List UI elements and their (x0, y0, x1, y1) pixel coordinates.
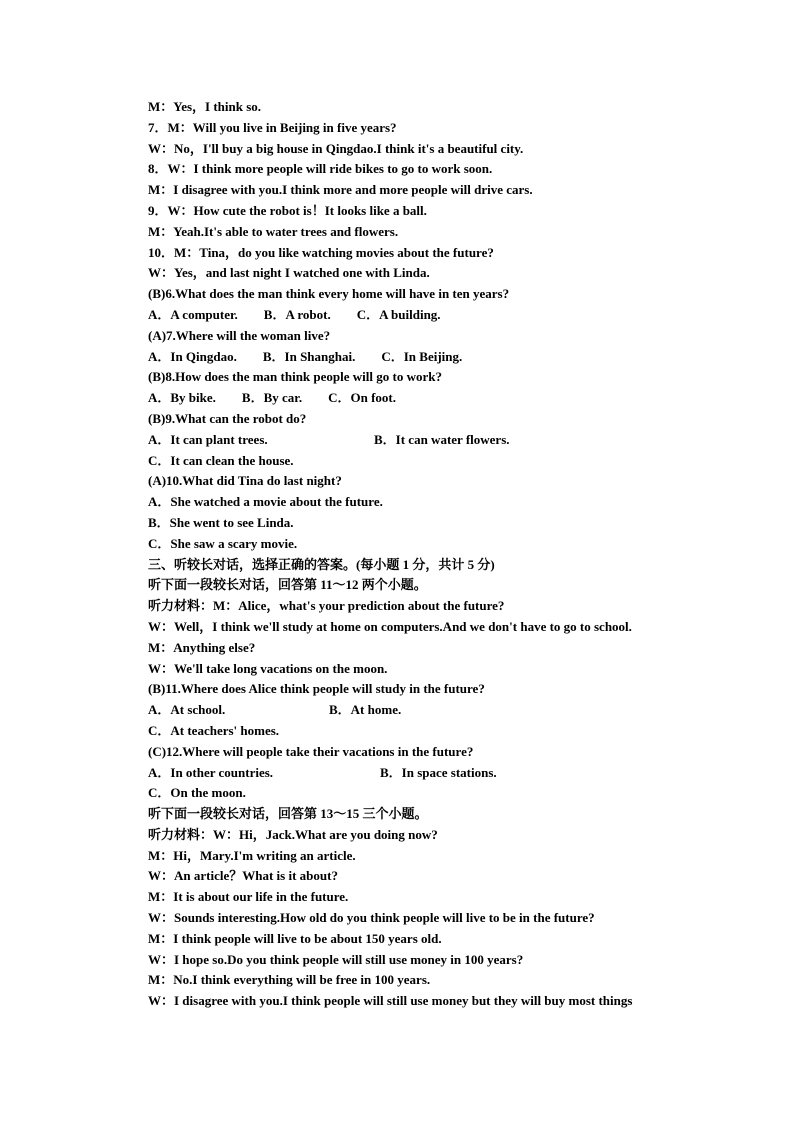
text-line: W：I disagree with you.I think people will still use money but they will buy most things (148, 993, 633, 1009)
option-a: A．She watched a movie about the future. (148, 494, 383, 510)
question-10-audio: 10．M：Tina，do you like watching movies about the future? (148, 244, 494, 260)
question-6-options: A．A computer. B．A robot. C．A building. (148, 306, 441, 322)
option-c: C．She saw a scary movie. (148, 535, 298, 551)
instruction: 听下面一段较长对话，回答第 13～15 三个小题。 (148, 806, 428, 822)
question-7: (A)7.Where will the woman live? (148, 327, 331, 343)
text-line: W：No，I'll buy a big house in Qingdao.I think it's a beautiful city. (148, 140, 524, 156)
option-a: A．It can plant trees. (148, 431, 268, 447)
text-line: W：Well，I think we'll study at home on computers.And we don't have to go to school. (148, 618, 632, 634)
instruction: 听下面一段较长对话，回答第 11～12 两个小题。 (148, 577, 427, 593)
text-line: M：Hi，Mary.I'm writing an article. (148, 847, 356, 863)
question-10: (A)10.What did Tina do last night? (148, 473, 342, 489)
question-6: (B)6.What does the man think every home will have in ten years? (148, 286, 510, 302)
question-9-audio: 9．W：How cute the robot is！It looks like a ball. (148, 202, 427, 218)
text-line: W：I hope so.Do you think people will still use money in 100 years? (148, 951, 524, 967)
question-11-options-ab (148, 700, 708, 721)
text-line: W：Sounds interesting.How old do you think people will live to be in the future? (148, 910, 595, 926)
audio-material: 听力材料：W：Hi，Jack.What are you doing now? (148, 826, 438, 842)
question-12: (C)12.Where will people take their vacations in the future? (148, 743, 474, 759)
question-12-options-ab (148, 763, 708, 784)
audio-material: 听力材料：M：Alice，what's your prediction about the future? (148, 598, 505, 614)
text-line: M：Yes，I think so. (148, 99, 262, 114)
option-b: B．She went to see Linda. (148, 514, 294, 530)
question-7-options: A．In Qingdao. B．In Shanghai. C．In Beijing. (148, 348, 463, 364)
question-8-options: A．By bike. B．By car. C．On foot. (148, 390, 396, 406)
question-8-audio: 8．W：I think more people will ride bikes to go to work soon. (148, 161, 493, 177)
text-line: M：I think people will live to be about 150 years old. (148, 930, 442, 946)
document-body (148, 97, 708, 1012)
option-b: B．At home. (329, 702, 402, 718)
section-heading: 三、听较长对话，选择正确的答案。(每小题 1 分，共计 5 分) (148, 556, 495, 572)
option-b: B．In space stations. (380, 764, 497, 780)
question-9: (B)9.What can the robot do? (148, 410, 307, 426)
question-9-options-ab (148, 430, 708, 451)
text-line: M：Yeah.It's able to water trees and flowers. (148, 223, 399, 239)
text-line: W：Yes，and last night I watched one with Linda. (148, 265, 430, 281)
option-c: C．It can clean the house. (148, 452, 294, 468)
text-line: M：No.I think everything will be free in 100 years. (148, 972, 431, 988)
option-a: A．In other countries. (148, 764, 274, 780)
question-11: (B)11.Where does Alice think people will study in the future? (148, 681, 485, 697)
question-7-audio: 7．M：Will you live in Beijing in five years? (148, 119, 397, 135)
option-c: C．At teachers' homes. (148, 722, 280, 738)
text-line: W：An article？What is it about? (148, 868, 338, 884)
option-b: B．It can water flowers. (374, 431, 510, 447)
question-8: (B)8.How does the man think people will go to work? (148, 369, 442, 385)
text-line: M：It is about our life in the future. (148, 889, 349, 905)
text-line: M：Anything else? (148, 639, 256, 655)
option-a: A．At school. (148, 702, 226, 718)
text-line: M：I disagree with you.I think more and more people will drive cars. (148, 182, 533, 198)
option-c: C．On the moon. (148, 785, 246, 801)
text-line: W：We'll take long vacations on the moon. (148, 660, 388, 676)
